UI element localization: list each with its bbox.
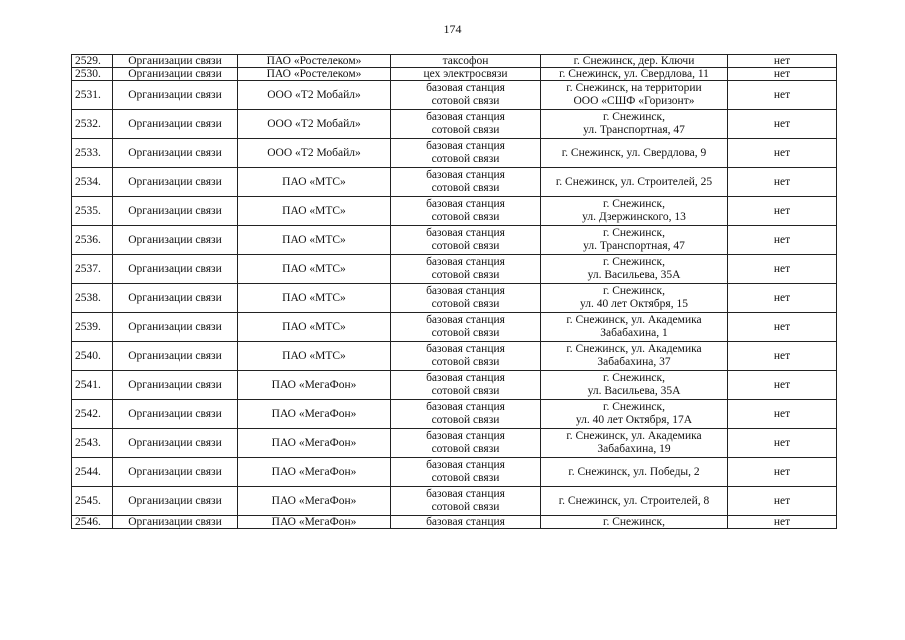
value-cell: нет <box>728 516 837 529</box>
address-cell <box>541 139 728 168</box>
object-cell <box>391 400 541 429</box>
object-cell <box>391 371 541 400</box>
address-line: г. Снежинск, ул. Свердлова, 9 <box>561 146 707 159</box>
row-number-cell: 2531. <box>72 81 113 110</box>
operator-cell: ПАО «МТС» <box>238 226 391 255</box>
object-line: сотовой связи <box>431 356 500 368</box>
address-line: г. Снежинск, ул. Строителей, 8 <box>558 494 710 507</box>
address-line: г. Снежинск, <box>603 516 665 528</box>
address-line: ул. Дзержинского, 13 <box>582 211 686 223</box>
table-row <box>72 197 837 226</box>
object-line: базовая станция <box>426 227 505 239</box>
object-line: базовая станция <box>426 488 505 500</box>
object-line: базовая станция <box>426 82 505 94</box>
row-number-cell: 2534. <box>72 168 113 197</box>
category-cell: Организации связи <box>113 255 238 284</box>
object-line: базовая станция <box>426 198 505 210</box>
address-cell <box>541 284 728 313</box>
address-line: г. Снежинск, <box>603 227 665 239</box>
object-cell <box>391 168 541 197</box>
address-line: г. Снежинск, ул. Академика <box>566 314 702 326</box>
address-line: ул. 40 лет Октября, 15 <box>580 298 688 310</box>
table-row <box>72 487 837 516</box>
operator-cell: ПАО «МТС» <box>238 342 391 371</box>
category-cell: Организации связи <box>113 487 238 516</box>
address-line: ул. Транспортная, 47 <box>583 124 685 136</box>
object-line: сотовой связи <box>431 95 500 107</box>
object-cell <box>391 516 541 529</box>
table-row <box>72 255 837 284</box>
address-line: г. Снежинск, ул. Свердлова, 11 <box>559 68 709 80</box>
operator-cell: ООО «Т2 Мобайл» <box>238 110 391 139</box>
row-number-cell: 2532. <box>72 110 113 139</box>
address-line: г. Снежинск, <box>603 198 665 210</box>
address-cell <box>541 255 728 284</box>
object-line: базовая станция <box>426 256 505 268</box>
operator-cell: ООО «Т2 Мобайл» <box>238 81 391 110</box>
object-line: сотовой связи <box>431 385 500 397</box>
object-line: сотовой связи <box>431 327 500 339</box>
object-cell <box>391 81 541 110</box>
address-cell <box>541 371 728 400</box>
address-cell <box>541 429 728 458</box>
object-cell <box>391 487 541 516</box>
operator-cell: ПАО «МТС» <box>238 168 391 197</box>
table-row <box>72 458 837 487</box>
address-cell <box>541 487 728 516</box>
value-cell: нет <box>728 55 837 68</box>
category-cell: Организации связи <box>113 371 238 400</box>
table-row <box>72 68 837 81</box>
objects-table <box>71 54 837 529</box>
operator-cell: ПАО «МегаФон» <box>238 516 391 529</box>
object-cell <box>391 110 541 139</box>
object-line: сотовой связи <box>431 269 500 281</box>
value-cell: нет <box>728 342 837 371</box>
table-row <box>72 371 837 400</box>
table-row <box>72 516 837 529</box>
category-cell: Организации связи <box>113 516 238 529</box>
row-number-cell: 2536. <box>72 226 113 255</box>
address-line: ул. Васильева, 35А <box>587 385 681 397</box>
object-cell <box>391 255 541 284</box>
category-cell: Организации связи <box>113 313 238 342</box>
operator-cell: ПАО «МТС» <box>238 255 391 284</box>
object-cell <box>391 313 541 342</box>
row-number-cell: 2539. <box>72 313 113 342</box>
object-cell <box>391 342 541 371</box>
value-cell: нет <box>728 81 837 110</box>
object-line: базовая станция <box>426 372 505 384</box>
category-cell: Организации связи <box>113 284 238 313</box>
address-cell <box>541 68 728 81</box>
object-line: базовая станция <box>426 140 505 152</box>
category-cell: Организации связи <box>113 139 238 168</box>
category-cell: Организации связи <box>113 55 238 68</box>
object-line: базовая станция <box>426 401 505 413</box>
address-line: г. Снежинск, ул. Академика <box>566 430 702 442</box>
address-line: ул. Васильева, 35А <box>587 269 681 281</box>
row-number-cell: 2538. <box>72 284 113 313</box>
object-line: сотовой связи <box>431 472 500 484</box>
value-cell: нет <box>728 400 837 429</box>
category-cell: Организации связи <box>113 68 238 81</box>
row-number-cell: 2533. <box>72 139 113 168</box>
address-line: ООО «СШФ «Горизонт» <box>573 95 695 107</box>
value-cell: нет <box>728 168 837 197</box>
object-line: сотовой связи <box>431 298 500 310</box>
object-line: таксофон <box>442 55 489 67</box>
table-row <box>72 81 837 110</box>
address-line: г. Снежинск, <box>603 111 665 123</box>
object-line: сотовой связи <box>431 443 500 455</box>
page-number: 174 <box>443 22 462 36</box>
category-cell: Организации связи <box>113 226 238 255</box>
address-cell <box>541 197 728 226</box>
operator-cell: ПАО «МегаФон» <box>238 458 391 487</box>
table-row <box>72 284 837 313</box>
value-cell: нет <box>728 487 837 516</box>
table-row <box>72 226 837 255</box>
object-cell <box>391 284 541 313</box>
object-line: базовая станция <box>426 111 505 123</box>
table-body <box>72 55 837 529</box>
row-number-cell: 2541. <box>72 371 113 400</box>
row-number-cell: 2543. <box>72 429 113 458</box>
address-line: ул. Транспортная, 47 <box>583 240 685 252</box>
object-cell <box>391 68 541 81</box>
operator-cell: ООО «Т2 Мобайл» <box>238 139 391 168</box>
category-cell: Организации связи <box>113 458 238 487</box>
row-number-cell: 2546. <box>72 516 113 529</box>
address-cell <box>541 342 728 371</box>
value-cell: нет <box>728 371 837 400</box>
address-line: г. Снежинск, дер. Ключи <box>573 55 695 67</box>
operator-cell: ПАО «МегаФон» <box>238 371 391 400</box>
address-line: г. Снежинск, на территории <box>566 82 702 94</box>
operator-cell: ПАО «Ростелеком» <box>238 68 391 81</box>
address-cell <box>541 168 728 197</box>
category-cell: Организации связи <box>113 342 238 371</box>
address-line: г. Снежинск, <box>603 256 665 268</box>
address-cell <box>541 458 728 487</box>
row-number-cell: 2535. <box>72 197 113 226</box>
value-cell: нет <box>728 226 837 255</box>
value-cell: нет <box>728 139 837 168</box>
object-line: сотовой связи <box>431 414 500 426</box>
category-cell: Организации связи <box>113 110 238 139</box>
address-line: г. Снежинск, <box>603 372 665 384</box>
address-cell <box>541 110 728 139</box>
operator-cell: ПАО «Ростелеком» <box>238 55 391 68</box>
value-cell: нет <box>728 429 837 458</box>
address-cell <box>541 313 728 342</box>
operator-cell: ПАО «МТС» <box>238 284 391 313</box>
operator-cell: ПАО «МТС» <box>238 197 391 226</box>
table-row <box>72 429 837 458</box>
category-cell: Организации связи <box>113 429 238 458</box>
address-cell <box>541 400 728 429</box>
operator-cell: ПАО «МТС» <box>238 313 391 342</box>
object-line: базовая станция <box>426 285 505 297</box>
value-cell: нет <box>728 68 837 81</box>
object-line: базовая станция <box>426 430 505 442</box>
address-line: г. Снежинск, ул. Строителей, 25 <box>555 175 713 188</box>
object-line: сотовой связи <box>431 182 500 194</box>
row-number-cell: 2529. <box>72 55 113 68</box>
operator-cell: ПАО «МегаФон» <box>238 429 391 458</box>
object-line: сотовой связи <box>431 124 500 136</box>
object-line: базовая станция <box>426 169 505 181</box>
value-cell: нет <box>728 458 837 487</box>
object-line: базовая станция <box>426 314 505 326</box>
row-number-cell: 2542. <box>72 400 113 429</box>
value-cell: нет <box>728 197 837 226</box>
table-row <box>72 110 837 139</box>
address-line: г. Снежинск, <box>603 401 665 413</box>
address-line: ул. 40 лет Октября, 17А <box>575 414 693 426</box>
object-line: базовая станция <box>426 516 505 528</box>
table-row <box>72 168 837 197</box>
row-number-cell: 2545. <box>72 487 113 516</box>
object-line: сотовой связи <box>431 153 500 165</box>
row-number-cell: 2544. <box>72 458 113 487</box>
value-cell: нет <box>728 255 837 284</box>
operator-cell: ПАО «МегаФон» <box>238 487 391 516</box>
object-cell <box>391 458 541 487</box>
object-cell <box>391 197 541 226</box>
object-cell <box>391 139 541 168</box>
row-number-cell: 2537. <box>72 255 113 284</box>
object-line: сотовой связи <box>431 211 500 223</box>
object-line: базовая станция <box>426 343 505 355</box>
table-row <box>72 55 837 68</box>
row-number-cell: 2540. <box>72 342 113 371</box>
object-cell <box>391 55 541 68</box>
address-cell <box>541 516 728 529</box>
category-cell: Организации связи <box>113 168 238 197</box>
value-cell: нет <box>728 110 837 139</box>
table-row <box>72 139 837 168</box>
address-line: Забабахина, 19 <box>597 443 671 455</box>
category-cell: Организации связи <box>113 400 238 429</box>
row-number-cell: 2530. <box>72 68 113 81</box>
address-line: г. Снежинск, ул. Академика <box>566 343 702 355</box>
address-line: Забабахина, 1 <box>600 327 668 339</box>
address-line: г. Снежинск, <box>603 285 665 297</box>
table-row <box>72 400 837 429</box>
address-line: Забабахина, 37 <box>597 356 671 368</box>
address-cell <box>541 226 728 255</box>
value-cell: нет <box>728 284 837 313</box>
address-cell <box>541 81 728 110</box>
category-cell: Организации связи <box>113 81 238 110</box>
category-cell: Организации связи <box>113 197 238 226</box>
object-line: сотовой связи <box>431 501 500 513</box>
object-line: цех электросвязи <box>423 68 508 80</box>
object-cell <box>391 429 541 458</box>
address-line: г. Снежинск, ул. Победы, 2 <box>568 465 700 478</box>
table-row <box>72 313 837 342</box>
object-cell <box>391 226 541 255</box>
operator-cell: ПАО «МегаФон» <box>238 400 391 429</box>
value-cell: нет <box>728 313 837 342</box>
object-line: базовая станция <box>426 459 505 471</box>
address-cell <box>541 55 728 68</box>
table-row <box>72 342 837 371</box>
object-line: сотовой связи <box>431 240 500 252</box>
